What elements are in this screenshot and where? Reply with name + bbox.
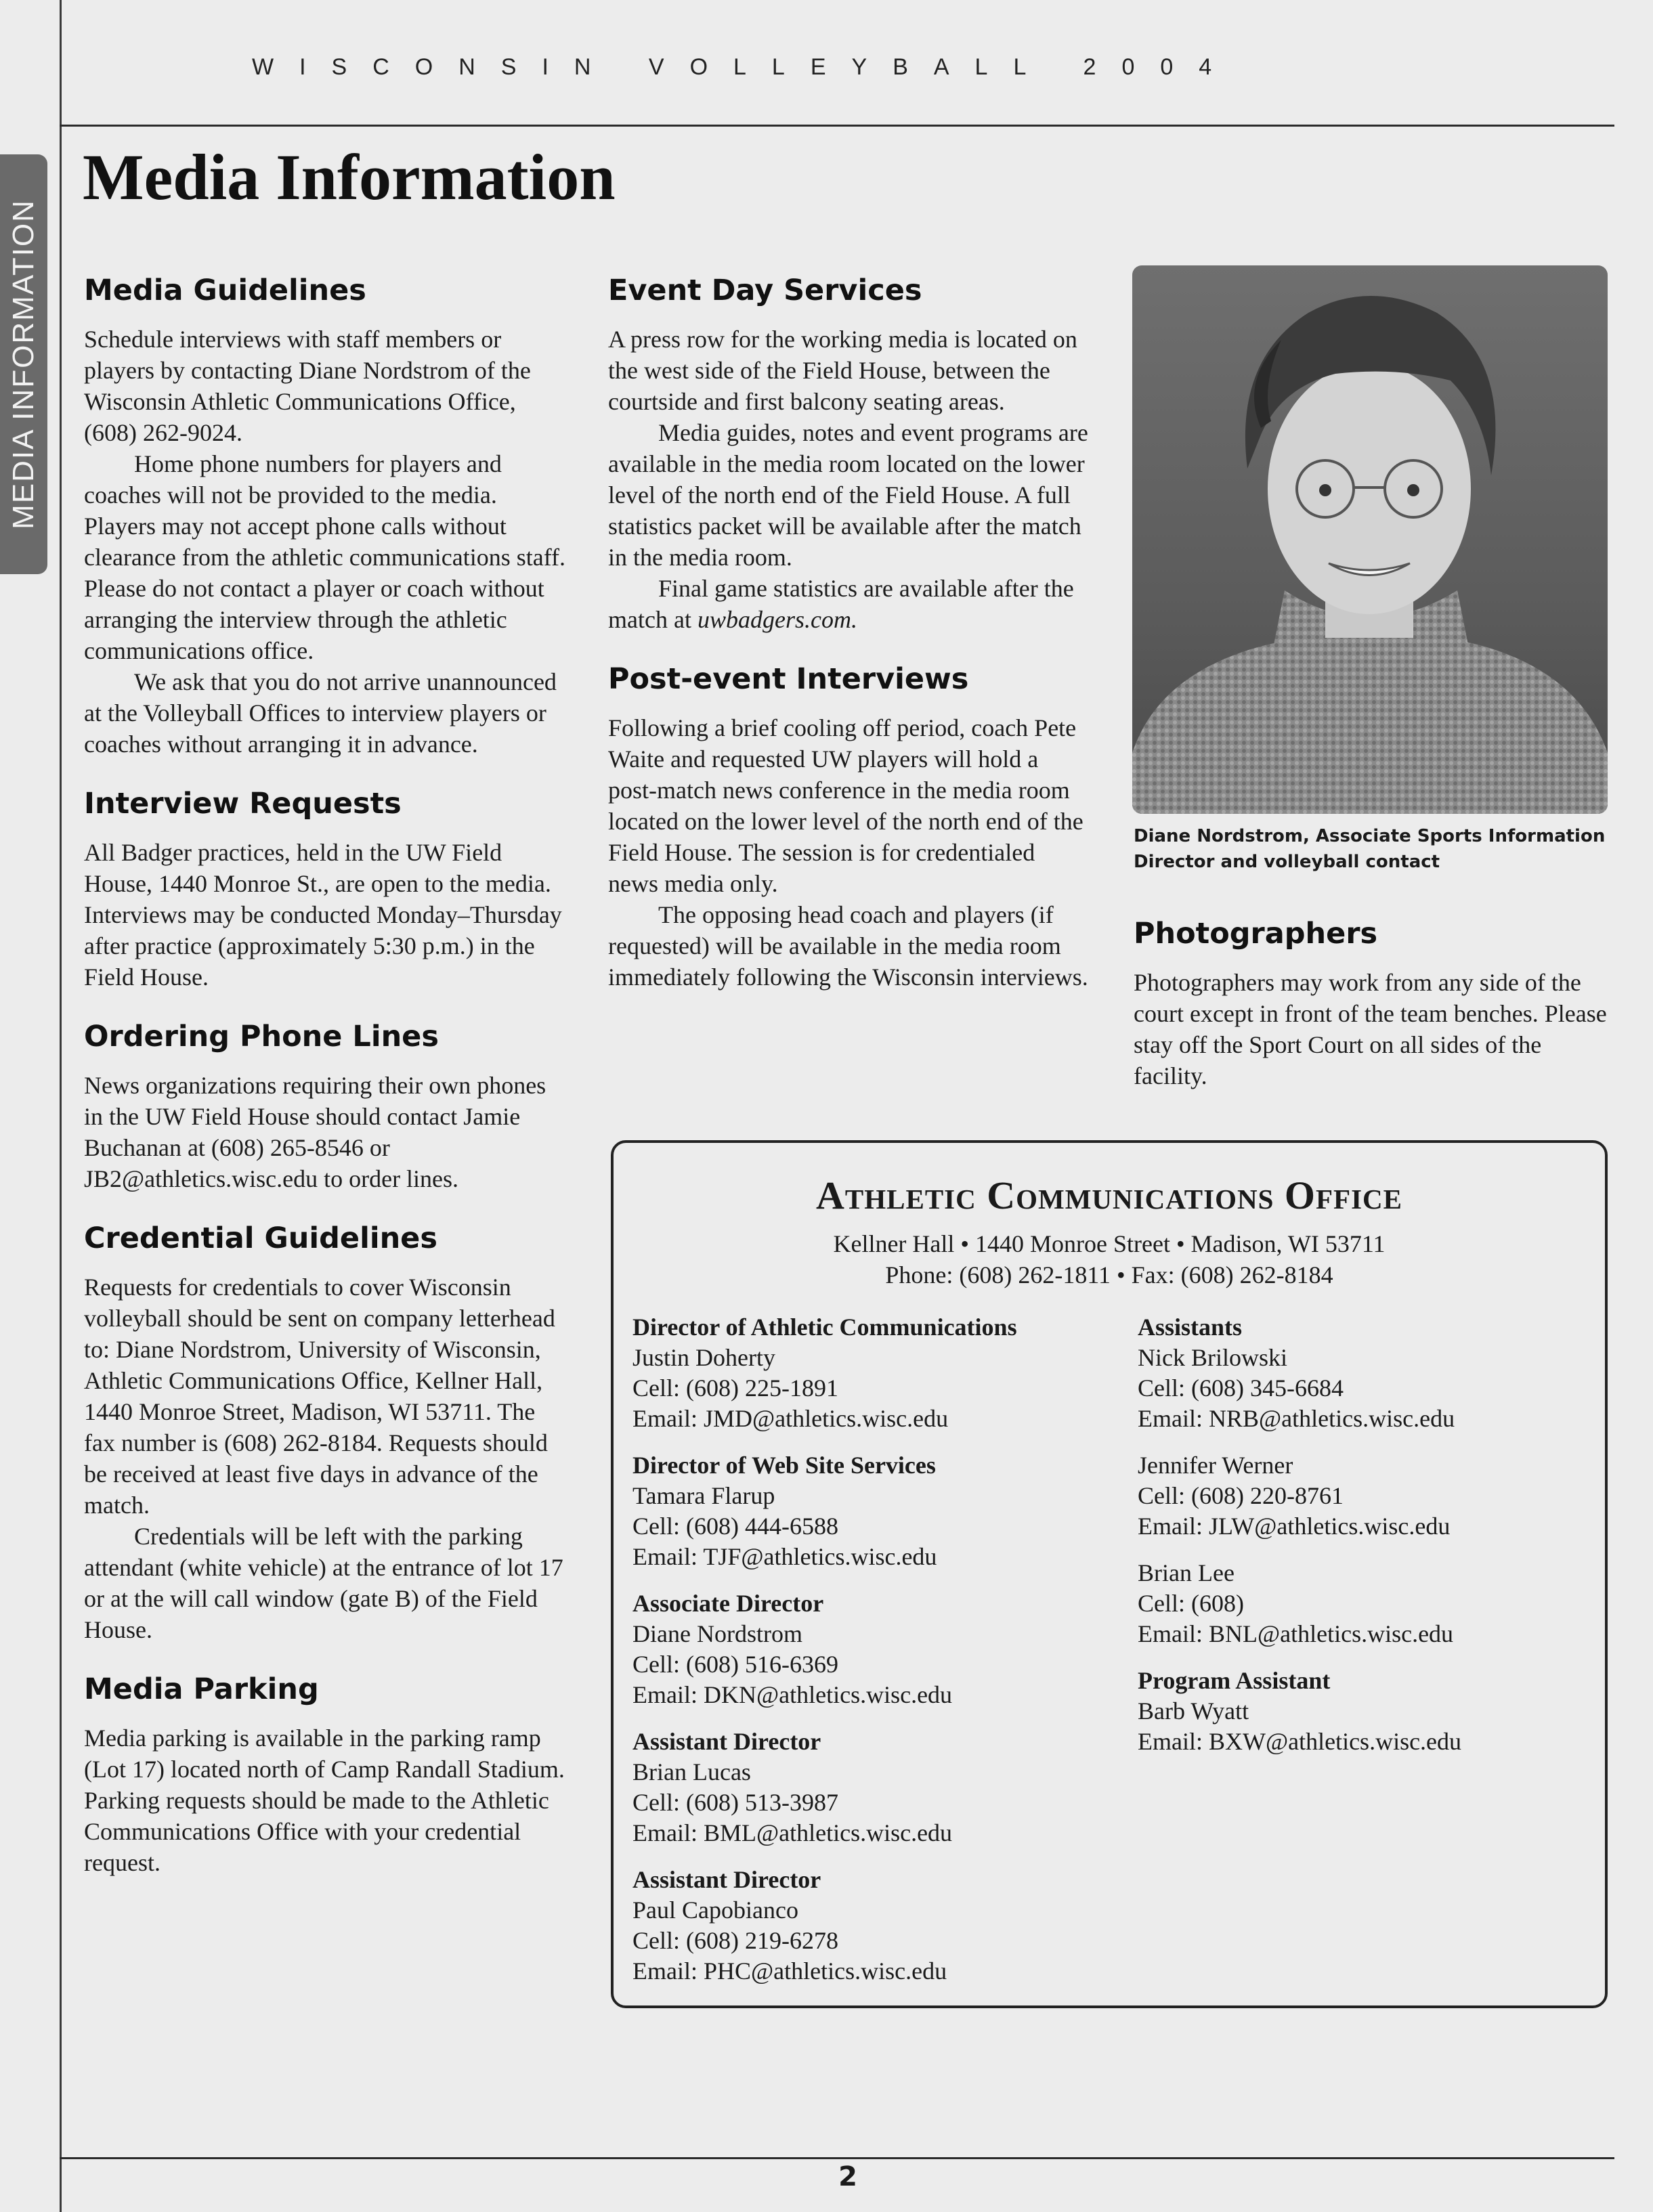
media-guidelines-p3: We ask that you do not arrive unannounced at the Volleyball Offices to interview players or coaches without arranging it in advance.	[84, 668, 557, 758]
staff-name: Tamara Flarup	[632, 1482, 775, 1509]
section-tab-label: MEDIA INFORMATION	[7, 199, 40, 529]
post-event-interviews-heading: Post-event Interviews	[608, 662, 969, 696]
media-guidelines-p2: Home phone numbers for players and coaches will not be provided to the media. Players may not accept phone calls without clearance from the athletic communications staff. Please do not contact a player or coach without arranging the interview through the athletic communications office.	[84, 450, 566, 664]
interview-requests-section	[84, 787, 566, 993]
staff-name: Diane Nordstrom	[632, 1620, 802, 1647]
staff-email[interactable]: Email: JMD@athletics.wisc.edu	[632, 1405, 949, 1432]
staff-role: Assistants	[1138, 1314, 1243, 1341]
staff-email[interactable]: Email: JLW@athletics.wisc.edu	[1138, 1513, 1451, 1540]
staff-name: Justin Doherty	[632, 1344, 775, 1371]
ordering-phone-lines-heading: Ordering Phone Lines	[84, 1020, 439, 1054]
event-day-services-p2: Media guides, notes and event programs are available in the media room located on the lower level of the north end of the Field House. A full statistics packet will be available after the match in the media room.	[608, 419, 1088, 571]
staff-entry	[632, 1450, 1120, 1572]
post-event-interviews-p2: The opposing head coach and players (if requested) will be available in the media room immediately following the Wisconsin interviews.	[608, 901, 1088, 991]
staff-entry	[632, 1312, 1120, 1434]
staff-email[interactable]: Email: BNL@athletics.wisc.edu	[1138, 1620, 1454, 1647]
staff-role: Director of Athletic Communications	[632, 1314, 1017, 1341]
contact-box-phone: Phone: (608) 262-1811 • Fax: (608) 262-8184	[885, 1261, 1333, 1288]
media-parking-p1: Media parking is available in the parking ramp (Lot 17) located north of Camp Randall Stadium. Parking requests should be made to the Athletic Communications Office with your credential request.	[84, 1725, 565, 1876]
section-tab	[0, 154, 47, 574]
staff-name: Paul Capobianco	[632, 1896, 798, 1924]
staff-entry	[1138, 1558, 1598, 1649]
column-left	[84, 274, 566, 1905]
event-day-services-heading: Event Day Services	[608, 274, 922, 307]
ordering-phone-lines-section	[84, 1020, 566, 1194]
athletic-communications-box	[611, 1140, 1608, 2008]
staff-role: Associate Director	[632, 1590, 824, 1617]
staff-name: Barb Wyatt	[1138, 1697, 1249, 1725]
staff-cell: Cell: (608) 513-3987	[632, 1789, 838, 1816]
media-parking-section	[84, 1672, 566, 1878]
event-day-services-p3-text: Final game statistics are available after the match at	[608, 575, 1074, 633]
staff-name: Brian Lucas	[632, 1758, 751, 1785]
staff-role: Director of Web Site Services	[632, 1452, 936, 1479]
staff-entry	[632, 1727, 1120, 1848]
staff-entry	[1138, 1312, 1598, 1434]
staff-cell: Cell: (608) 345-6684	[1138, 1374, 1344, 1402]
photographers-section	[1134, 917, 1616, 1091]
media-parking-heading: Media Parking	[84, 1672, 319, 1706]
event-day-services-section	[608, 274, 1090, 635]
staff-email[interactable]: Email: NRB@athletics.wisc.edu	[1138, 1405, 1455, 1432]
header-rule	[60, 125, 1614, 127]
photographers-p1: Photographers may work from any side of the court except in front of the team benches. Please stay off the Sport Court on all sides of the facility.	[1134, 969, 1607, 1089]
staff-cell: Cell: (608) 219-6278	[632, 1927, 838, 1954]
staff-cell: Cell: (608) 220-8761	[1138, 1482, 1344, 1509]
staff-name: Jennifer Werner	[1138, 1452, 1293, 1479]
page-title: Media Information	[83, 141, 616, 213]
staff-email[interactable]: Email: BXW@athletics.wisc.edu	[1138, 1728, 1462, 1755]
portrait-illustration	[1132, 265, 1608, 814]
event-day-services-p3	[608, 573, 1090, 635]
media-guidelines-heading: Media Guidelines	[84, 274, 366, 307]
staff-entry	[632, 1588, 1120, 1710]
staff-email[interactable]: Email: DKN@athletics.wisc.edu	[632, 1681, 953, 1708]
interview-requests-heading: Interview Requests	[84, 787, 402, 821]
staff-cell: Cell: (608)	[1138, 1590, 1244, 1617]
staff-cell: Cell: (608) 225-1891	[632, 1374, 838, 1402]
website-link[interactable]: uwbadgers.com.	[697, 606, 857, 633]
staff-name: Nick Brilowski	[1138, 1344, 1287, 1371]
column-right	[1134, 917, 1616, 1119]
staff-list-right	[1138, 1312, 1598, 1773]
contact-box-address-block	[614, 1228, 1605, 1291]
credential-guidelines-p2: Credentials will be left with the parking attendant (white vehicle) at the entrance of lot 17 or at the will call window (gate B) of the Field House.	[84, 1523, 563, 1643]
event-day-services-p1: A press row for the working media is located on the west side of the Field House, between the courtside and first balcony seating areas.	[608, 326, 1077, 415]
footer-rule	[60, 2157, 1614, 2159]
credential-guidelines-section	[84, 1221, 566, 1645]
staff-entry	[1138, 1450, 1598, 1542]
staff-role: Program Assistant	[1138, 1667, 1331, 1694]
staff-cell: Cell: (608) 444-6588	[632, 1513, 838, 1540]
photographers-heading: Photographers	[1134, 917, 1378, 951]
page-number: 2	[838, 2161, 857, 2192]
staff-name: Brian Lee	[1138, 1559, 1235, 1586]
staff-email[interactable]: Email: TJF@athletics.wisc.edu	[632, 1543, 937, 1570]
portrait-photo	[1132, 265, 1608, 814]
contact-box-title: Athletic Communications Office	[816, 1173, 1402, 1217]
interview-requests-p1: All Badger practices, held in the UW Field House, 1440 Monroe St., are open to the media. Interviews may be conducted Monday–Thursday after practice (approximately 5:30 p.m.) in the Field House.	[84, 839, 562, 991]
staff-email[interactable]: Email: BML@athletics.wisc.edu	[632, 1819, 953, 1846]
staff-role: Assistant Director	[632, 1728, 821, 1755]
left-margin-rule	[60, 0, 62, 2212]
contact-box-address: Kellner Hall • 1440 Monroe Street • Madison, WI 53711	[833, 1230, 1386, 1257]
staff-cell: Cell: (608) 516-6369	[632, 1651, 838, 1678]
staff-entry	[632, 1865, 1120, 1987]
post-event-interviews-p1: Following a brief cooling off period, coach Pete Waite and requested UW players will hold a post-match news conference in the media room located on the lower level of the north end of the Field House. The session is for credentialed news media only.	[608, 714, 1083, 897]
running-head: WISCONSIN VOLLEYBALL 2004	[252, 54, 1238, 80]
column-middle	[608, 274, 1090, 1020]
credential-guidelines-p1: Requests for credentials to cover Wisconsin volleyball should be sent on company letterhead to: Diane Nordstrom, University of Wisconsin, Athletic Communications Office, Kellner Hall, 1440 Monroe Street, Madison, WI 53711. The fax number is (608) 262-8184. Requests should be received at least five days in advance of the match.	[84, 1274, 555, 1519]
media-guidelines-section	[84, 274, 566, 760]
staff-email[interactable]: Email: PHC@athletics.wisc.edu	[632, 1957, 947, 1985]
ordering-phone-lines-p1: News organizations requiring their own phones in the UW Field House should contact Jamie Buchanan at (608) 265-8546 or JB2@athletics.wisc.edu to order lines.	[84, 1072, 546, 1192]
photo-caption: Diane Nordstrom, Associate Sports Information Director and volleyball contact	[1134, 826, 1606, 872]
post-event-interviews-section	[608, 662, 1090, 993]
staff-role: Assistant Director	[632, 1866, 821, 1893]
staff-list-left	[632, 1312, 1120, 2003]
media-guidelines-p1: Schedule interviews with staff members or players by contacting Diane Nordstrom of the Wisconsin Athletic Communications Office, (608) 262-9024.	[84, 326, 531, 446]
staff-entry	[1138, 1666, 1598, 1757]
credential-guidelines-heading: Credential Guidelines	[84, 1221, 437, 1255]
